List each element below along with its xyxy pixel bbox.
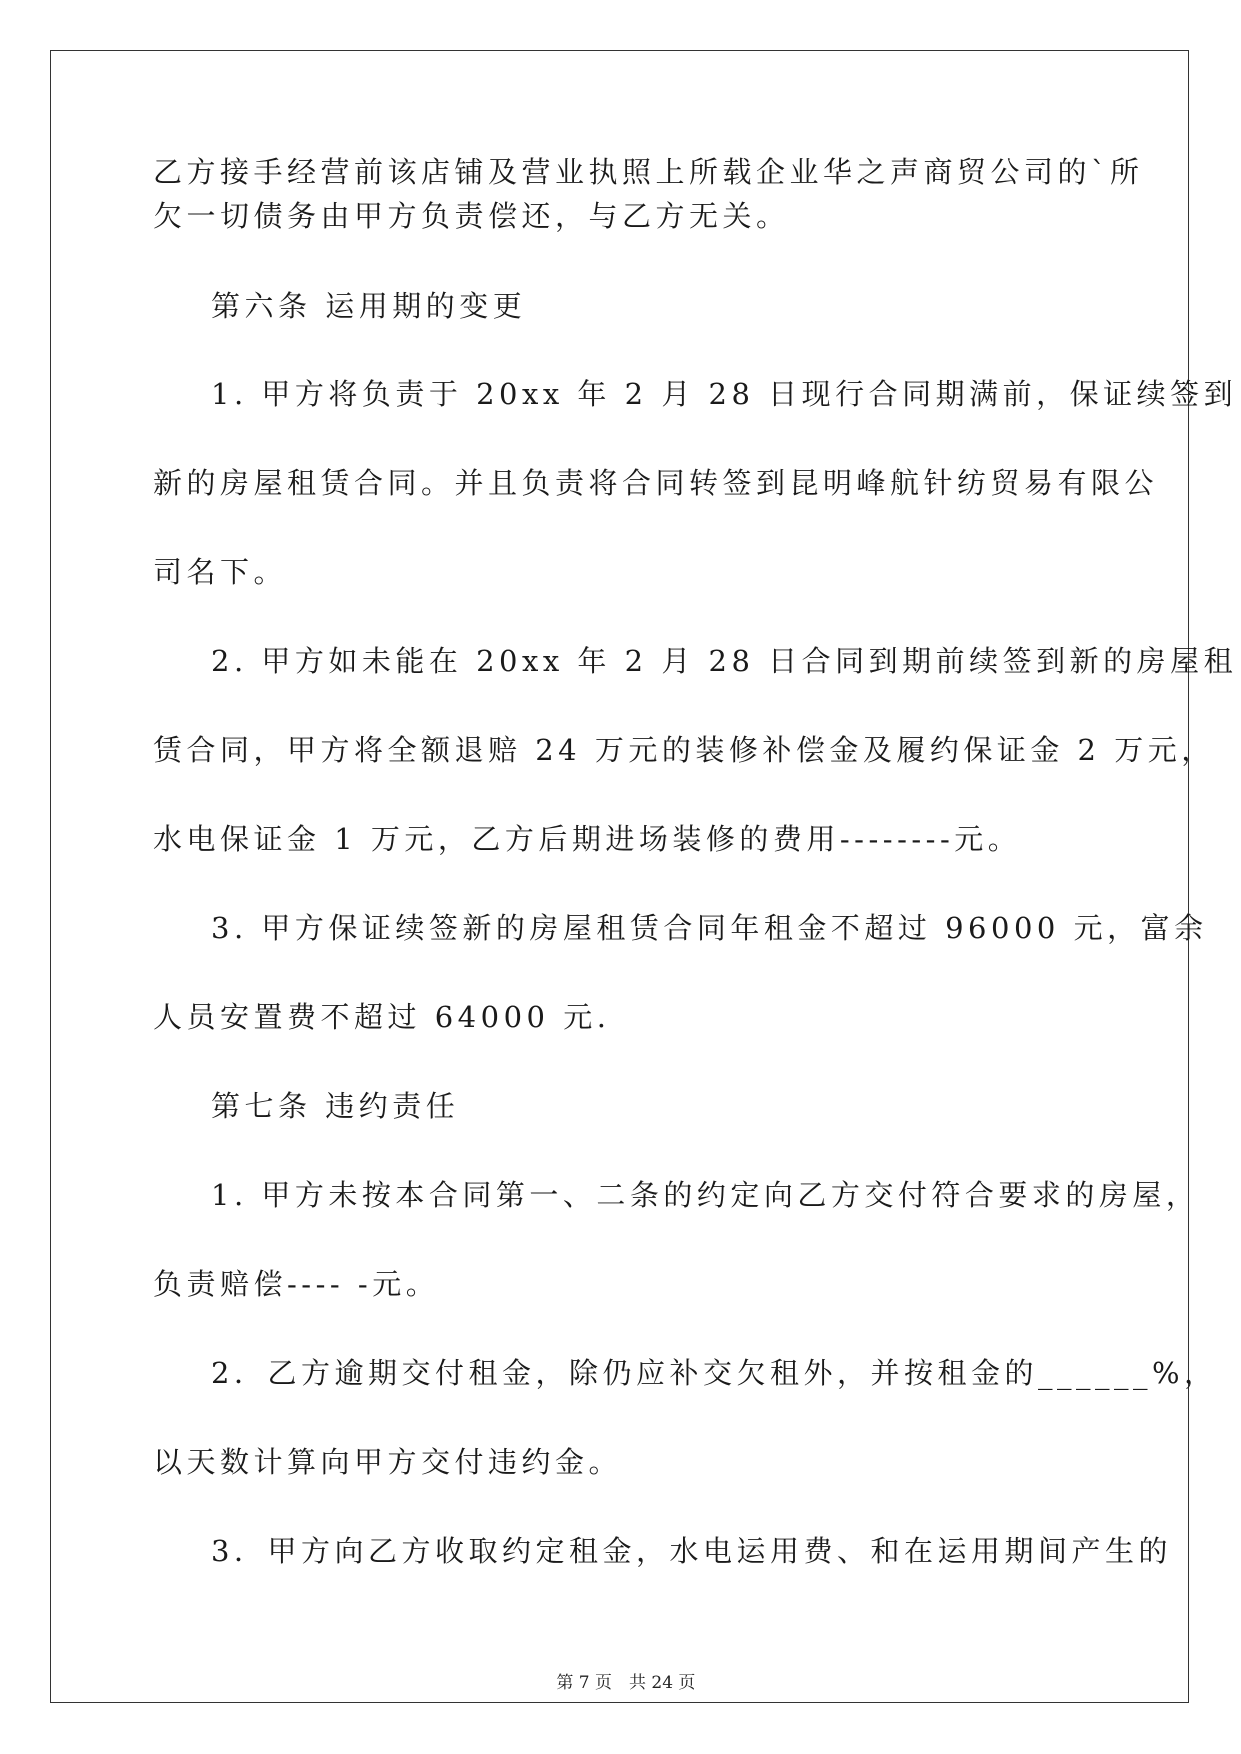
- text-line: 3. 甲方保证续签新的房屋租赁合同年租金不超过 96000 元，富余: [211, 911, 1208, 945]
- section-heading: 第七条 违约责任: [211, 1089, 460, 1123]
- text-line: 2．乙方逾期交付租金，除仍应补交欠租外，并按租金的______%，: [211, 1356, 1218, 1390]
- text-line: 欠一切债务由甲方负责偿还，与乙方无关。: [153, 199, 790, 233]
- page-indicator: 第 7 页 共 24 页: [556, 1673, 696, 1693]
- text-line: 新的房屋租赁合同。并且负责将合同转签到昆明峰航针纺贸易有限公: [153, 466, 1159, 500]
- text-line: 司名下。: [153, 555, 288, 589]
- text-line: 负责赔偿---- -元。: [153, 1267, 440, 1301]
- text-line: 3．甲方向乙方收取约定租金，水电运用费、和在运用期间产生的: [211, 1534, 1172, 1568]
- text-line: 2. 甲方如未能在 20xx 年 2 月 28 日合同到期前续签到新的房屋租: [211, 644, 1238, 678]
- text-line: 乙方接手经营前该店铺及营业执照上所载企业华之声商贸公司的`所: [153, 155, 1144, 189]
- text-line: 赁合同，甲方将全额退赔 24 万元的装修补偿金及履约保证金 2 万元，: [153, 733, 1215, 767]
- text-line: 人员安置费不超过 64000 元.: [153, 1000, 611, 1034]
- page-footer: [0, 1650, 1241, 1694]
- text-line: 1. 甲方未按本合同第一、二条的约定向乙方交付符合要求的房屋，: [211, 1178, 1200, 1212]
- text-line: 1. 甲方将负责于 20xx 年 2 月 28 日现行合同期满前，保证续签到: [211, 377, 1238, 411]
- text-line: 水电保证金 1 万元，乙方后期进场装修的费用--------元。: [153, 822, 1022, 856]
- text-line: 以天数计算向甲方交付违约金。: [153, 1445, 623, 1479]
- section-heading: 第六条 运用期的变更: [211, 289, 527, 323]
